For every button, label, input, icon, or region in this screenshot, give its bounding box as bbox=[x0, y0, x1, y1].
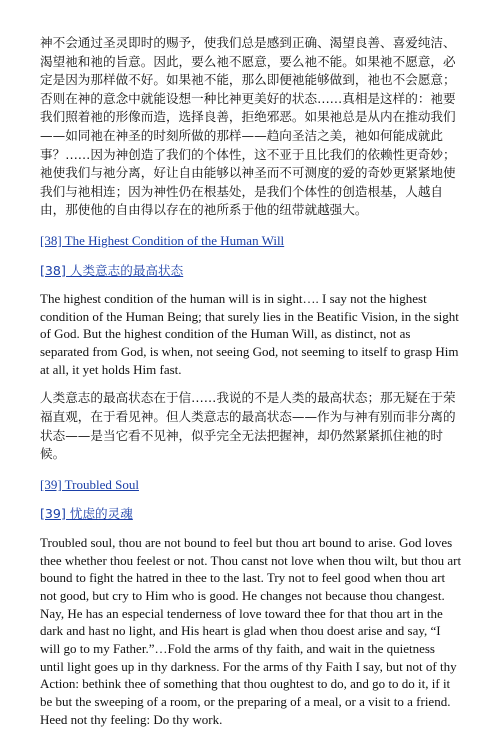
section-38-link-en[interactable]: [38] The Highest Condition of the Human Will bbox=[40, 232, 285, 248]
section-38-text-en: The highest condition of the human will is in sight…. I say not the highest condition of the Human Being; that surely lies in the Beatific Vision, in the sight of God. But the highest condition of the Human Will, as distinct, not as separated from God, is when, not seeing God, not seeming to itself to grasp Him at all, it yet holds Him fast. bbox=[40, 290, 459, 377]
section-38-heading-cn bbox=[40, 262, 462, 280]
section-39-text-en: Troubled soul, thou are not bound to feel but thou art bound to arise. God loves thee whether thou feelest or not. Thou canst not love when thou wilt, but thou art bound to fight the hatred in thee to the last. Try not to feel good when thou art not good, but cry to Him who is good. He changes not because thou changest. Nay, He has an especial tenderness of love toward thee for that thou art in the dark and hast no light, and His heart is glad when thou doest arise and say, “I will go to my Father.”…Fold the arms of thy faith, and wait in the quietness until light goes up in thy darkness. For the arms of thy Faith I say, but not of thy Action: bethink thee of something that thou oughtest to do, and go to do it, if it be but the sweeping of a room, or the preparing of a meal, or a visit to a friend. Heed not thy feeling: Do thy work. bbox=[40, 534, 462, 727]
section-38-heading-en bbox=[40, 232, 462, 250]
section-38-link-cn[interactable]: [38] 人类意志的最高状态 bbox=[40, 262, 184, 278]
section-39-link-en[interactable]: [39] Troubled Soul bbox=[40, 476, 139, 492]
section-39-link-cn[interactable]: [39] 忧虑的灵魂 bbox=[40, 505, 133, 521]
section-38-text-cn: 人类意志的最高状态在于信……我说的不是人类的最高状态；那无疑在于荣福直观，在于看见神。但人类意志的最高状态——作为与神有别而非分离的状态——是当它看不见神，似乎完全无法把握神，却仍然紧紧抓住祂的时候。 bbox=[40, 390, 456, 462]
document-page bbox=[40, 34, 462, 729]
section-39-heading-cn bbox=[40, 505, 462, 523]
section-39-heading-en bbox=[40, 476, 462, 494]
chinese-paragraph-intro: 神不会通过圣灵即时的赐予，使我们总是感到正确、渴望良善、喜爱纯洁、渴望祂和祂的旨意。因此，要么祂不愿意，要么祂不能。如果祂不愿意，必定是因为那样做不好。如果祂不能，那么即便祂能够做到，祂也不会愿意；否则在神的意念中就能设想一种比神更美好的状态……真相是这样的：祂要我们照着祂的形像而造，选择良善，拒绝邪恶。如果祂总是从内在推动我们——如同祂在神圣的时刻所做的那样——趋向圣洁之美，祂如何能成就此事？……因为神创造了我们的个体性，这不亚于且比我们的依赖性更奇妙；祂使我们与祂分离，好让自由能够以神圣而不可测度的爱的奇妙更紧紧地使我们与祂相连；因为神性仍在根基处，是我们个体性的创造根基，人越自由，那使他的自由得以存在的祂所系于他的纽带就越强大。 bbox=[40, 35, 456, 218]
